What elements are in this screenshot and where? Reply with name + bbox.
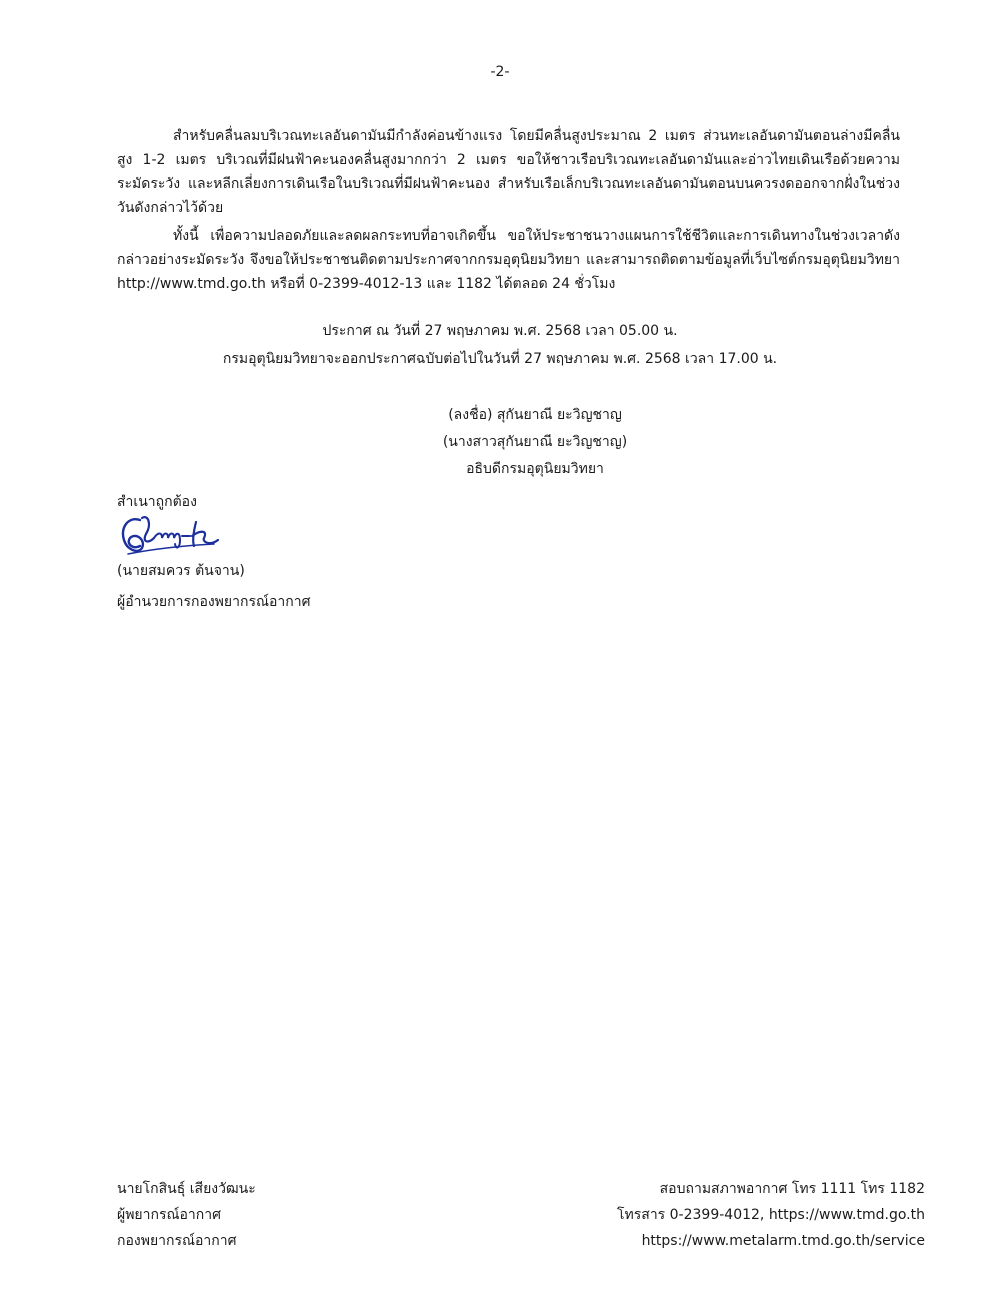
forecaster-division: กองพยากรณ์อากาศ: [117, 1233, 237, 1249]
certified-copy-label: สำเนาถูกต้อง: [117, 494, 197, 510]
contact-inquiry-phone: สอบถามสภาพอากาศ โทร 1111 โทร 1182: [659, 1181, 925, 1197]
director-signature-block: [400, 402, 670, 483]
director-position: อธิบดีกรมอุตุนิยมวิทยา: [466, 461, 604, 477]
announcement-next-issue: กรมอุตุนิยมวิทยาจะออกประกาศฉบับต่อไปในวันที่ 27 พฤษภาคม พ.ศ. 2568 เวลา 17.00 น.: [222, 351, 778, 367]
forecaster-position: ผู้พยากรณ์อากาศ: [117, 1207, 221, 1223]
director-full-name: (นางสาวสุกันยาณี ยะวิญชาญ): [442, 434, 628, 450]
body-paragraph-safety-advice: ทั้งนี้ เพื่อความปลอดภัยและลดผลกระทบที่อาจเกิดขึ้น ขอให้ประชาชนวางแผนการใช้ชีวิตและการเดินทางในช่วงเวลาดังกล่าวอย่างระมัดระวัง จึงขอให้ประชาชนติดตามประกาศจากกรมอุตุนิยมวิทยา และสามารถติดตามข้อมูลที่เว็บไซต์กรมอุตุนิยมวิทยา http://www.tmd.go.th หรือที่ 0-2399-4012-13 และ 1182 ได้ตลอด 24 ชั่วโมง: [117, 228, 900, 292]
footer-contact-block: [617, 1176, 925, 1254]
announcement-issued-date: ประกาศ ณ วันที่ 27 พฤษภาคม พ.ศ. 2568 เวลา 05.00 น.: [322, 323, 678, 339]
footer-forecaster-block: [117, 1176, 256, 1254]
contact-fax-website: โทรสาร 0-2399-4012, https://www.tmd.go.th: [617, 1207, 925, 1223]
page-number: -2-: [490, 64, 510, 80]
contact-service-url: https://www.metalarm.tmd.go.th/service: [641, 1233, 925, 1249]
certifier-position: ผู้อำนวยการกองพยากรณ์อากาศ: [117, 594, 311, 610]
forecaster-name: นายโกสินธุ์ เสียงวัฒนะ: [117, 1181, 256, 1197]
director-signed-name: (ลงชื่อ) สุกันยาณี ยะวิญชาญ: [448, 407, 622, 423]
certifier-name: (นายสมควร ต้นจาน): [117, 563, 245, 579]
body-paragraph-sea-conditions: สำหรับคลื่นลมบริเวณทะเลอันดามันมีกำลังค่อนข้างแรง โดยมีคลื่นสูงประมาณ 2 เมตร ส่วนทะเลอันดามันตอนล่างมีคลื่นสูง 1-2 เมตร บริเวณที่มีฝนฟ้าคะนองคลื่นสูงมากกว่า 2 เมตร ขอให้ชาวเรือบริเวณทะเลอันดามันและอ่าวไทยเดินเรือด้วยความระมัดระวัง และหลีกเลี่ยงการเดินเรือในบริเวณที่มีฝนฟ้าคะนอง สำหรับเรือเล็กบริเวณทะเลอันดามันตอนบนควรงดออกจากฝั่งในช่วงวันดังกล่าวไว้ด้วย: [117, 128, 900, 216]
handwritten-signature: [118, 510, 224, 558]
